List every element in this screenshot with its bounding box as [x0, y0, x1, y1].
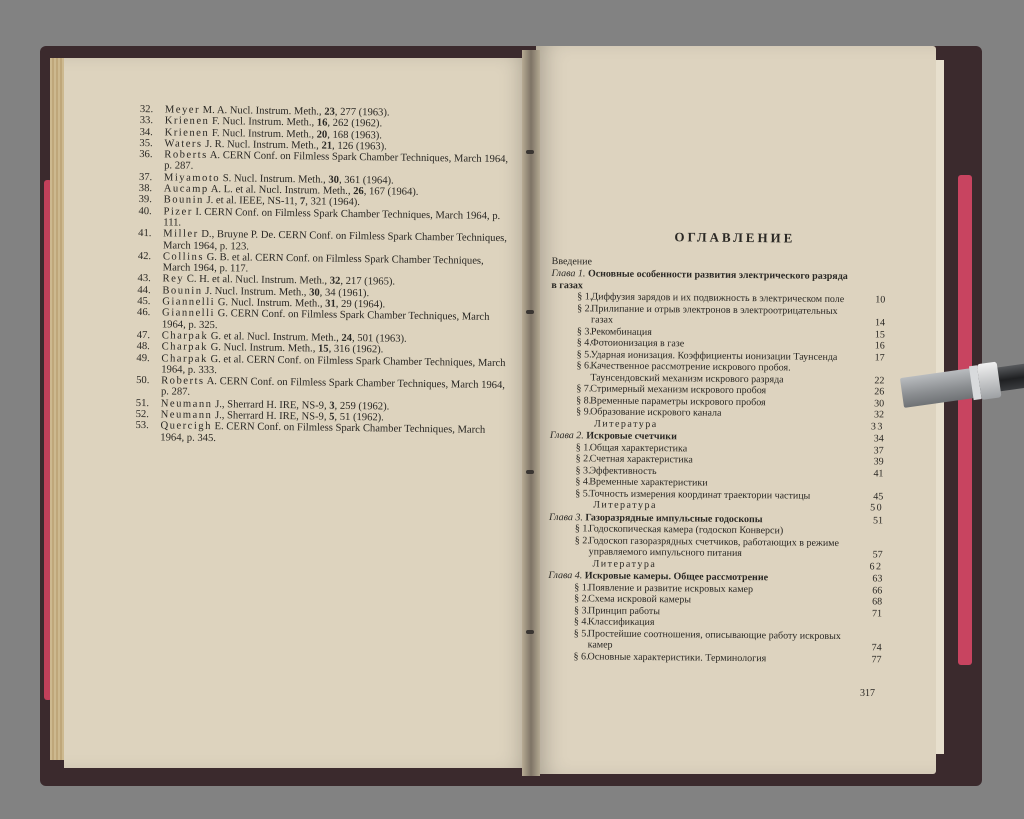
toc-entry-title: Литература [593, 417, 658, 430]
toc-entry-page: 17 [874, 351, 885, 363]
reference-author: Collins [162, 251, 205, 263]
toc-entry-label: § 2. [574, 593, 590, 605]
reference-text: C. H. et al. Nucl. Instrum. Meth., [184, 274, 330, 288]
reference-number: 52. [135, 408, 149, 421]
reference-number: 33. [139, 115, 154, 127]
toc-entry-title: Диффузия зарядов и их подвижность в электрическом поле [591, 291, 845, 306]
toc-entry-page: 22 [874, 374, 885, 386]
reference-text: G. Nucl. Instrum. Meth., [207, 342, 319, 355]
reference-rest: , 316 (1962). [328, 343, 384, 356]
reference-author: Quercigh [160, 420, 212, 433]
reference-volume: 20 [316, 129, 328, 141]
toc-entry-title: Фотоионизация в газе [590, 337, 685, 350]
toc-entry-title: Рекомбинация [590, 325, 652, 338]
reference-author: Neumann [160, 409, 213, 422]
toc-entry-label: § 3. [573, 604, 590, 616]
reference-author: Charpak [161, 352, 208, 365]
reference-text: D., Bruyne P. De. CERN Conf. on Filmless Spark Chamber Techniques, March 1964, p. 123. [162, 229, 508, 253]
reference-rest: , 361 (1964). [338, 174, 394, 187]
toc-entry-page: 33 [870, 420, 885, 432]
toc-entry-page: 26 [874, 386, 885, 398]
reference-author: Charpak [161, 341, 209, 354]
reference-number: 49. [136, 352, 150, 364]
binding-stitch [526, 470, 534, 474]
reference-text: I. CERN Conf. on Filmless Spark Chamber Techniques, March 1964, p. 111. [163, 206, 501, 229]
toc-entry-page: 30 [874, 397, 885, 409]
reference-volume: 21 [321, 140, 333, 152]
reference-author: Waters [164, 138, 203, 150]
reference-text: F. Nucl. Instrum. Meth., [209, 116, 317, 129]
toc-entry [551, 302, 886, 329]
reference-number: 42. [137, 250, 152, 263]
reference-number: 45. [137, 296, 151, 308]
toc-entry [550, 360, 885, 386]
book-gutter [522, 50, 540, 776]
toc-entry-title: Временные параметры искрового пробоя [590, 394, 766, 408]
toc-entry-page: 57 [872, 549, 883, 561]
reference-number: 41. [138, 228, 152, 240]
toc-entry-page: 32 [874, 409, 885, 421]
reference-text: S. Nucl. Instrum. Meth., [220, 172, 329, 186]
reference-text: M. A. Nucl. Instrum. Meth., [199, 104, 325, 118]
toc-entry-page: 41 [873, 467, 884, 479]
toc-entry-title: Литература [592, 557, 657, 570]
reference-author: Roberts [164, 149, 208, 162]
reference-rest: , 217 (1965). [340, 276, 396, 289]
reference-rest: , 259 (1962). [334, 400, 390, 413]
toc-entry-label: § 4. [576, 337, 592, 349]
reference-author: Charpak [161, 330, 209, 342]
toc-entry-label: § 4. [573, 616, 589, 628]
reference-volume: 5 [329, 411, 335, 423]
reference-number: 36. [139, 149, 153, 161]
reference-text: G. et al. Nucl. Instrum. Meth., [208, 330, 342, 344]
toc-entry [548, 627, 882, 654]
reference-text: A. L. et al. Nucl. Instrum. Meth., [208, 184, 354, 198]
reference-rest: , 51 (1962). [334, 411, 384, 424]
reference-number: 39. [138, 194, 152, 206]
toc-entry-title: Классификация [587, 616, 655, 629]
toc-entry-label: § 6. [576, 360, 592, 372]
page-number: 317 [860, 688, 875, 699]
reference-number: 32. [139, 104, 154, 116]
toc-entry-label: § 1. [577, 291, 593, 303]
toc-entry-title: Стримерный механизм искрового пробоя [590, 383, 767, 397]
reference-text: J., Sherrard H. IRE, NS-9, [212, 398, 330, 412]
binding-stitch [526, 310, 534, 314]
toc-entry-page: 50 [870, 502, 884, 514]
toc-entry-title: Искровые камеры. Общее рассмотрение [584, 570, 769, 584]
reference-number: 40. [138, 205, 152, 217]
toc-entry-label: Глава 3. [548, 511, 583, 523]
reference-text: J. R. Nucl. Instrum. Meth., [202, 138, 322, 152]
reference-number: 53. [135, 420, 149, 432]
toc-entry-label: § 9. [576, 406, 592, 418]
reference-number: 44. [137, 284, 151, 296]
toc-entry-label: Глава 4. [548, 569, 583, 582]
toc-entry-page: 37 [873, 444, 884, 456]
toc-entry-title: Годоскоп газоразрядных счетчиков, работающих в режиме управляемого импульсного питания [588, 534, 840, 560]
reference-author: Aucamp [163, 183, 209, 196]
toc-entry-page: 68 [872, 596, 883, 608]
reference-number: 35. [139, 137, 153, 150]
toc-entry-label: § 1. [575, 441, 591, 453]
reference-volume: 32 [329, 276, 341, 288]
toc-entry-page: 71 [871, 607, 883, 619]
reference-volume: 16 [316, 117, 328, 129]
reference-volume: 3 [329, 400, 335, 412]
reference-rest: , 168 (1963). [327, 129, 383, 141]
reference-volume: 26 [353, 186, 364, 198]
reference-number: 37. [138, 171, 153, 183]
reference-author: Krienen [164, 126, 210, 139]
reference-author: Rey [162, 273, 185, 286]
toc-entry-title: Искровые счетчики [586, 430, 677, 443]
reference-author: Miyamoto [163, 172, 221, 184]
toc-entry-title: Образование искрового канала [590, 406, 722, 419]
reference-text: J., Sherrard H. IRE, NS-9, [212, 410, 330, 423]
reference-author: Giannelli [162, 296, 216, 309]
toc-entry-title: Общая характеристика [589, 441, 688, 454]
toc-entry-label: Глава 2. [549, 429, 584, 442]
reference-number: 51. [135, 397, 150, 409]
toc-entry [549, 534, 883, 561]
toc-entry-label: § 8. [576, 394, 592, 406]
toc-entry-title: Простейшие соотношения, описывающие работу искровых камер [587, 627, 841, 651]
toc-entry-label: § 6. [573, 650, 589, 662]
toc-entry-page: 74 [871, 642, 882, 654]
toc-entry-page: 39 [873, 456, 884, 468]
pen-cap [900, 368, 977, 408]
reference-text: G. CERN Conf. on Filmless Spark Chamber Techniques, March 1964, p. 325. [161, 308, 490, 331]
toc-entry-page: 34 [873, 433, 884, 445]
toc-entry-title: Газоразрядные импульсные годоскопы [585, 511, 763, 525]
toc-entry-label: Глава 1. [551, 267, 586, 280]
reference-rest: , 501 (1963). [351, 332, 407, 345]
reference-volume: 23 [324, 106, 335, 118]
toc-entry-page: 14 [874, 317, 886, 329]
toc-entry-page: 15 [874, 328, 885, 340]
toc-entry-page: 45 [873, 490, 884, 502]
toc-entry-page: 63 [872, 573, 883, 585]
reference-number: 47. [136, 329, 151, 342]
reference-rest: , 262 (1962). [327, 117, 383, 130]
toc-entry-label: § 3. [576, 325, 592, 337]
reference-number: 50. [136, 375, 150, 387]
reference-author: Krienen [164, 115, 210, 128]
toc-entry-page: 77 [871, 653, 882, 665]
table-of-contents [547, 229, 886, 665]
toc-entry-title: Основные характеристики. Терминология [587, 650, 767, 664]
reference-text: G. B. et al. CERN Conf. on Filmless Spark Chamber Techniques, March 1964, p. 117. [162, 251, 484, 275]
reference-text: G. et al. CERN Conf. on Filmless Spark Chamber Techniques, March 1964, p. 333. [161, 353, 506, 376]
toc-entry-title: Ударная ионизация. Коэффициенты ионизации Таунсенда [590, 348, 838, 363]
reference-number: 48. [136, 341, 150, 353]
reference-number: 34. [139, 126, 153, 138]
binding-stitch [526, 630, 534, 634]
toc-entry-page: 51 [872, 514, 884, 526]
reference-text: F. Nucl. Instrum. Meth., [209, 127, 317, 141]
reference-rest: , 277 (1963). [334, 106, 390, 119]
toc-entry-title: Эффективность [589, 464, 657, 477]
toc-entry-label: § 4. [575, 476, 591, 488]
toc-entry-page: 10 [875, 294, 886, 306]
toc-entry-label: § 5. [575, 487, 591, 499]
reference-author: Miller [163, 228, 199, 241]
reference-volume: 30 [328, 174, 340, 186]
toc-entry-title: Основные особенности развития электрического разряда в газах [551, 268, 848, 291]
reference-text: E. CERN Conf. on Filmless Spark Chamber Techniques, March 1964, p. 345. [160, 421, 486, 444]
toc-title: ОГЛАВЛЕНИЕ [674, 229, 796, 246]
toc-entry-title: Прилипание и отрыв электронов в электроотрицательных газах [591, 302, 838, 326]
reference-text: G. Nucl. Instrum. Meth., [215, 297, 326, 310]
reference-author: Meyer [164, 104, 201, 116]
reference-number: 46. [137, 307, 151, 319]
toc-entry-label: § 2. [575, 453, 591, 465]
reference-text: J. Nucl. Instrum. Meth., [202, 285, 310, 299]
toc-entry-title: Временные характеристики [589, 476, 708, 489]
reference-rest: , 126 (1963). [331, 140, 387, 153]
reference-rest: , 34 (1961). [319, 287, 370, 299]
reference-text: A. CERN Conf. on Filmless Spark Chamber Techniques, March 1964, p. 287. [160, 376, 506, 399]
toc-entry [551, 268, 877, 294]
reference-volume: 15 [317, 343, 329, 355]
toc-entry-label: § 5. [576, 348, 592, 360]
reference-author: Bounin [162, 285, 203, 297]
toc-entry-label: § 1. [574, 581, 590, 593]
reference-author: Neumann [160, 398, 213, 410]
reference-volume: 7 [299, 196, 306, 208]
toc-entry-page: 62 [869, 560, 883, 572]
reference-rest: , 167 (1964). [363, 186, 419, 198]
toc-entry-title: Схема искровой камеры [588, 593, 692, 606]
toc-entry-title: Принцип работы [587, 604, 661, 617]
toc-entry-title: Появление и развитие искровых камер [588, 581, 754, 595]
reference-volume: 31 [325, 298, 336, 310]
reference-list [135, 104, 510, 448]
binding-stitch [526, 150, 534, 154]
reference-volume: 24 [341, 332, 353, 344]
toc-entry-label: § 3. [575, 464, 591, 476]
toc-entry-label: § 2. [577, 302, 593, 314]
reference-volume: 30 [309, 287, 320, 299]
toc-entry-title: Годоскопическая камера (годоскоп Конверси) [588, 523, 784, 537]
reference-author: Bounin [163, 194, 204, 207]
reference-author: Pizer [163, 206, 193, 218]
reference-number: 43. [137, 273, 151, 285]
toc-entries [547, 255, 886, 665]
reference-rest: , 29 (1964). [335, 298, 386, 311]
toc-entry-title: Литература [593, 499, 657, 512]
toc-entry-page: 16 [874, 340, 885, 352]
toc-entry-title: Точность измерения координат траектории частицы [589, 487, 811, 502]
reference-text: J. et al. IEEE, NS-11, [203, 195, 301, 208]
reference-author: Giannelli [162, 307, 216, 320]
reference-number: 38. [138, 183, 153, 195]
toc-entry-label: § 2. [574, 534, 590, 546]
toc-entry-label: § 7. [576, 383, 592, 395]
toc-entry-label: § 1. [574, 523, 590, 535]
reference-text: A. CERN Conf. on Filmless Spark Chamber Techniques, March 1964, p. 287. [164, 150, 509, 173]
toc-entry-title: Введение [551, 255, 593, 267]
toc-entry-page: 66 [872, 584, 883, 596]
reference-rest: , 321 (1964). [305, 196, 361, 209]
cover-edge-right [958, 175, 972, 665]
reference-author: Roberts [161, 375, 205, 388]
toc-entry-title: Счетная характеристика [589, 453, 693, 466]
toc-entry-label: § 5. [573, 627, 589, 639]
toc-entry-title: Качественное рассмотрение искрового пробоя. Таунсендовский механизм искрового разряда [590, 360, 791, 385]
